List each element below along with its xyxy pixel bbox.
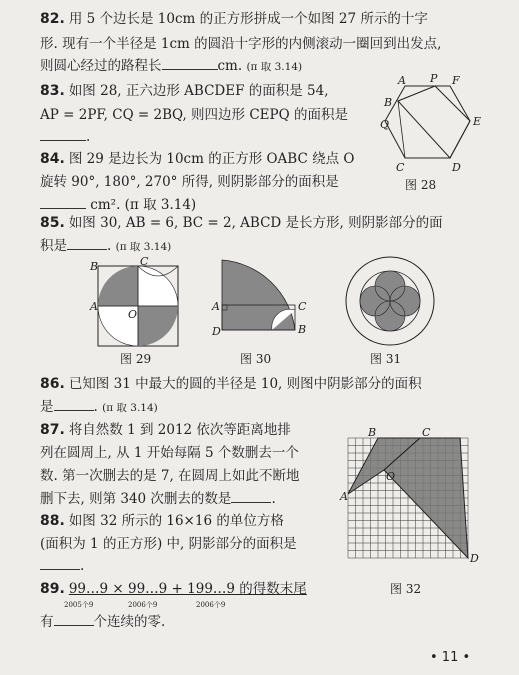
problem-83-line2: AP = 2PF, CQ = 2BQ, 则四边形 CEPQ 的面积是 [40,107,348,123]
label-A: A [212,300,220,313]
problem-83-line3: . [40,128,90,146]
label-B: B [384,96,393,109]
problem-85-line2: 积是 . (π 取 3.14) [40,238,172,254]
figure-31 [340,253,440,353]
problem-89-line2: 有 个连续的零. [40,614,166,630]
problem-88-line2: (面积为 1 的正方形) 中, 阴影部分的面积是 [40,536,297,552]
label-C: C [422,426,431,439]
brace-note-1: 2005个9 [64,601,94,609]
problem-88-line1: 88. 如图 32 所示的 16×16 的单位方格 [40,513,284,529]
problem-86-line1: 86. 已知图 31 中最大的圆的半径是 10, 则图中阴影部分的面积 [40,376,422,392]
label-A: A [398,74,406,87]
problem-84-line1: 84. 图 29 是边长为 10cm 的正方形 OABC 绕点 O [40,151,355,167]
answer-blank [54,398,94,411]
answer-blank [40,128,86,141]
answer-blank [40,557,80,570]
problem-87-line1: 87. 将自然数 1 到 2012 依次等距离地排 [40,422,291,438]
problem-87-line3: 数. 第一次删去的是 7, 在圆周上如此不断地 [40,468,300,484]
figure-30 [210,255,320,355]
figure-29 [88,255,198,358]
problem-82-line2: 形. 现有一个半径是 1cm 的圆沿十字形的内侧滚动一圈回到出发点, [40,36,442,52]
label-C: C [140,255,149,268]
problem-87-line2: 列在圆周上, 从 1 开始每隔 5 个数删去一个 [40,445,299,461]
problem-87-line4: 删下去, 则第 340 次删去的数是 . [40,491,276,507]
answer-blank [162,57,218,70]
figure-31-caption: 图 31 [370,352,402,366]
label-A: A [90,300,98,313]
figure-32-grid [340,426,490,580]
label-C: C [298,300,307,313]
problem-84-line3: cm². (π 取 3.14) [40,196,196,214]
figure-28-caption: 图 28 [405,178,437,192]
label-A: A [340,490,348,503]
problem-number: 82. [40,11,65,27]
answer-blank [40,196,86,209]
label-B: B [90,260,99,273]
figure-29-caption: 图 29 [120,352,152,366]
label-O: O [128,308,138,321]
figure-30-caption: 图 30 [240,352,272,366]
label-C: C [396,161,405,174]
problem-88-line3: . [40,557,84,575]
problem-84-line2: 旋转 90°, 180°, 270° 所得, 则阴影部分的面积是 [40,174,339,190]
brace-note-2: 2006个9 [128,601,158,609]
label-O: O [386,470,396,483]
label-B: B [298,323,307,336]
answer-blank [54,613,94,626]
answer-blank [67,237,107,250]
label-P: P [430,72,438,85]
brace-note-3: 2006个9 [196,601,226,609]
label-D: D [470,552,479,565]
label-E: E [473,115,482,128]
problem-82-line3: 则圆心经过的路程长 cm. (π 取 3.14) [40,58,303,74]
problem-82-line1: 82. 用 5 个边长是 10cm 的正方形拼成一个如图 27 所示的十字 [40,11,428,27]
figure-32-caption: 图 32 [390,582,422,596]
figure-28-hexagon [380,72,500,176]
problem-85-line1: 85. 如图 30, AB = 6, BC = 2, ABCD 是长方形, 则阴影部分的面 [40,215,443,231]
page-number: • 11 • [430,650,471,665]
label-D: D [212,325,221,338]
problem-89-line1: 89. 99…9 × 99…9 + 199…9 的得数末尾 [40,581,307,597]
label-F: F [452,74,460,87]
label-B: B [368,426,377,439]
problem-86-line2: 是 . (π 取 3.14) [40,399,158,415]
label-Q: Q [380,118,390,131]
problem-83-line1: 83. 如图 28, 正六边形 ABCDEF 的面积是 54, [40,83,329,99]
answer-blank [231,490,271,503]
label-D: D [452,161,461,174]
